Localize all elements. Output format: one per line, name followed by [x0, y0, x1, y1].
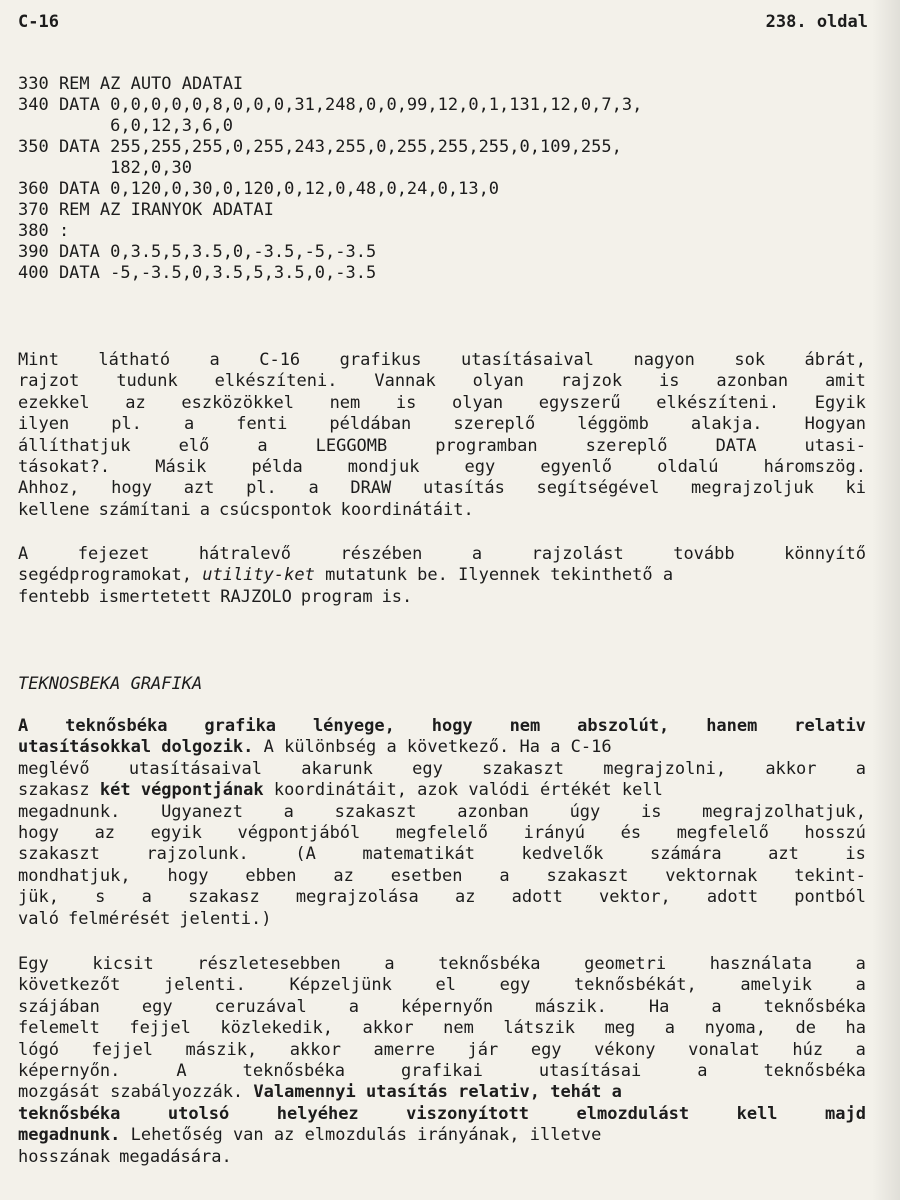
- text-line: [18, 1018, 866, 1039]
- word: az: [125, 392, 146, 413]
- word: állíthatjuk: [18, 435, 131, 456]
- word: akkor: [362, 1018, 414, 1039]
- text-line: [18, 909, 866, 930]
- bold-phrase: két végpontjának: [99, 780, 264, 801]
- text-line: [18, 1082, 866, 1103]
- word: abszolút,: [577, 716, 670, 736]
- word: program: [300, 586, 373, 607]
- word: ábrát,: [804, 350, 866, 370]
- word: nagyon: [633, 350, 695, 370]
- text-segment: segédprogramokat,: [18, 565, 203, 586]
- word: elmozdulást: [576, 1103, 690, 1124]
- word: Képzeljünk: [289, 975, 392, 996]
- word: hogy: [431, 716, 473, 736]
- word: egy: [412, 758, 443, 779]
- text-line: [18, 866, 866, 887]
- word: eszközökkel: [181, 392, 294, 413]
- word: felemelt: [18, 1018, 100, 1039]
- word: RAJZOLO: [220, 586, 292, 607]
- text-line: [18, 954, 866, 975]
- word: Ha: [648, 996, 670, 1017]
- word: ismertetett: [98, 586, 212, 607]
- word: el: [435, 975, 456, 996]
- word: egyenlő: [540, 456, 612, 477]
- text-line: [18, 393, 866, 414]
- text-line: [18, 544, 866, 565]
- word: kicsit: [92, 954, 154, 974]
- word: szereplő: [585, 435, 668, 456]
- word: grafika: [204, 716, 277, 736]
- text-line: [18, 371, 866, 392]
- word: ilyen: [18, 414, 70, 435]
- section-heading: TEKNOSBEKA GRAFIKA: [18, 674, 203, 694]
- word: tudunk: [116, 371, 178, 392]
- word: utasítás: [422, 478, 505, 499]
- italic-term: utility-ket: [202, 565, 315, 586]
- word: a: [855, 975, 866, 996]
- word: ki: [845, 478, 866, 499]
- word: kellene: [18, 499, 90, 520]
- text-line: [18, 1040, 866, 1061]
- word: csúcspontok: [219, 499, 332, 520]
- word: közlekedik,: [220, 1018, 333, 1039]
- word: a: [855, 758, 866, 779]
- text-line: [18, 436, 866, 457]
- text-line: [18, 565, 866, 586]
- word: a: [183, 414, 195, 435]
- word: esetben: [390, 865, 463, 886]
- page-header: [18, 12, 868, 36]
- text-segment: mutatunk be. Ilyennek tekinthető a: [314, 565, 674, 586]
- word: részletesebben: [197, 954, 341, 974]
- word: képernyőn.: [18, 1060, 121, 1081]
- word: hogy: [111, 478, 153, 499]
- word: megadnunk.: [18, 801, 121, 822]
- word: jár: [467, 1039, 499, 1060]
- word: tovább: [673, 544, 735, 564]
- word: szereplő: [453, 414, 536, 435]
- word: Egyik: [814, 392, 866, 413]
- word: elkészíteni.: [214, 371, 338, 392]
- text-line: [18, 759, 866, 780]
- word: úgy: [569, 801, 601, 822]
- word: hosszú: [804, 822, 866, 843]
- word: részében: [340, 544, 423, 564]
- text-segment: A különbség a következő. Ha a C-16: [253, 737, 612, 758]
- word: szakaszt: [546, 865, 629, 886]
- word: pl.: [246, 478, 277, 499]
- text-line: [18, 414, 866, 435]
- word: fejjel: [129, 1018, 191, 1039]
- word: megrajzolni,: [603, 758, 727, 779]
- word: rajzolunk.: [146, 844, 249, 865]
- word: elkészíteni.: [656, 392, 780, 413]
- word: a: [664, 1018, 676, 1039]
- code-line: 370 REM AZ IRANYOK ADATAI: [18, 200, 274, 220]
- word: hogy: [18, 822, 59, 843]
- book-page: [18, 0, 870, 1200]
- text-line: [18, 887, 866, 908]
- text-segment: szakasz: [18, 780, 100, 801]
- word: a: [711, 996, 722, 1017]
- word: a: [257, 435, 268, 456]
- word: példában: [329, 414, 412, 435]
- word: hanem: [706, 716, 758, 736]
- word: segítségével: [536, 478, 660, 499]
- text-line: [18, 500, 866, 521]
- word: utolsó: [167, 1103, 230, 1124]
- paragraph-utilities: [18, 544, 866, 608]
- word: látszik: [503, 1018, 576, 1039]
- word: utasításaival: [128, 758, 262, 779]
- word: adott: [706, 887, 759, 908]
- word: matematikát: [362, 844, 475, 865]
- word: végpontjából: [237, 822, 361, 843]
- text-line: [18, 997, 866, 1018]
- word: példa: [251, 456, 303, 477]
- word: s: [95, 887, 106, 908]
- word: szakaszt: [334, 801, 417, 822]
- word: az: [94, 822, 116, 843]
- word: is.: [381, 586, 413, 607]
- word: Ugyanezt: [161, 801, 243, 822]
- word: megrajzolása: [295, 887, 419, 908]
- word: szakaszt: [482, 758, 564, 779]
- word: relativ: [794, 716, 866, 736]
- word: lényege,: [312, 716, 395, 736]
- word: megadására.: [119, 1146, 232, 1167]
- word: teknősbéka: [242, 1060, 345, 1081]
- word: Vannak: [374, 371, 436, 392]
- word: nem: [443, 1018, 474, 1039]
- paragraph-intro: [18, 350, 866, 521]
- word: fenti: [236, 414, 288, 435]
- code-line: 330 REM AZ AUTO ADATAI: [18, 74, 244, 94]
- word: Hogyan: [804, 414, 866, 435]
- word: a: [471, 544, 483, 564]
- word: vektornak: [665, 865, 758, 886]
- word: is: [640, 801, 662, 822]
- text-line: [18, 975, 866, 996]
- word: kedvelők: [521, 844, 604, 865]
- word: szakasz: [188, 887, 260, 908]
- word: látható: [98, 350, 171, 370]
- word: is: [845, 844, 866, 865]
- text-line: [18, 457, 866, 478]
- word: pl.: [111, 414, 142, 435]
- word: majd: [825, 1103, 866, 1124]
- word: koordinátáit.: [340, 499, 474, 520]
- word: utasításaival: [460, 350, 595, 370]
- word: utasi-: [804, 435, 866, 456]
- word: a: [348, 996, 360, 1017]
- code-line: 350 DATA 255,255,255,0,255,243,255,0,255,255,255,0,109,255,: [18, 137, 622, 157]
- word: fejjel: [91, 1039, 153, 1060]
- text-line: [18, 1147, 866, 1168]
- word: grafikus: [339, 350, 422, 370]
- text-line: [18, 844, 866, 865]
- word: mászik.: [535, 996, 607, 1017]
- word: amelyik: [740, 975, 813, 996]
- code-line: 360 DATA 0,120,0,30,0,120,0,12,0,48,0,24,0,13,0: [18, 179, 500, 199]
- word: egyik: [150, 822, 202, 843]
- word: megrajzolhatjuk,: [702, 801, 866, 822]
- text-segment: Lehetőség van az elmozdulás irányának, illetve: [120, 1125, 602, 1146]
- word: az: [454, 887, 476, 908]
- word: léggömb: [577, 414, 649, 435]
- word: mondhatjuk,: [18, 865, 131, 886]
- word: alakja.: [690, 414, 763, 435]
- word: teknősbéka: [65, 716, 168, 736]
- word: (A: [295, 844, 316, 865]
- word: lógó: [18, 1039, 59, 1060]
- word: C-16: [259, 350, 301, 370]
- text-line: [18, 802, 866, 823]
- word: rajzolást: [531, 544, 624, 564]
- text-segment: koordinátáit, azok valódi értékét kell: [263, 780, 663, 801]
- word: következőt: [18, 975, 121, 996]
- text-line: [18, 716, 866, 737]
- word: megfelelő: [395, 822, 489, 843]
- word: az: [333, 865, 354, 886]
- word: húz: [792, 1039, 824, 1060]
- header-page-number: 238. oldal: [765, 12, 868, 32]
- word: a: [855, 954, 866, 974]
- bold-phrase: Valamennyi utasítás relativ, tehát a: [253, 1082, 622, 1103]
- text-line: [18, 737, 866, 758]
- text-line: [18, 478, 866, 499]
- word: akkor: [765, 758, 817, 779]
- word: azonban: [457, 801, 529, 822]
- word: a: [199, 499, 211, 520]
- word: rajzot: [18, 371, 80, 392]
- page-edge-shadow: [872, 0, 900, 1200]
- word: adott: [511, 887, 563, 908]
- word: jelenti.): [179, 908, 272, 929]
- word: ezekkel: [18, 392, 90, 413]
- word: A: [176, 1060, 187, 1081]
- text-line: [18, 587, 866, 608]
- word: tekint-: [794, 865, 866, 886]
- word: egy: [141, 996, 173, 1017]
- word: fentebb: [18, 586, 90, 607]
- word: nem: [329, 392, 361, 413]
- word: DRAW: [350, 478, 392, 499]
- code-line: 6,0,12,3,6,0: [18, 116, 233, 136]
- word: oldalú: [657, 456, 719, 477]
- word: egy: [464, 456, 496, 477]
- paragraph-turtle-details: [18, 954, 866, 1168]
- word: olyan: [472, 371, 524, 392]
- word: is: [659, 371, 680, 392]
- word: Másik: [155, 456, 207, 477]
- word: fejezet: [77, 544, 150, 564]
- word: azonban: [716, 371, 789, 392]
- word: teknősbékát,: [573, 975, 697, 996]
- word: programban: [435, 435, 538, 456]
- word: irányú: [523, 822, 586, 843]
- word: vonalat: [688, 1039, 760, 1060]
- word: akarunk: [301, 758, 373, 779]
- word: grafikai: [401, 1060, 483, 1081]
- word: a: [308, 478, 319, 499]
- code-line: 390 DATA 0,3.5,5,3.5,0,-3.5,-5,-3.5: [18, 242, 377, 262]
- word: jelenti.: [163, 975, 246, 996]
- word: nyoma,: [704, 1018, 766, 1039]
- word: szájában: [18, 996, 100, 1017]
- word: teknősbéka: [763, 1060, 866, 1081]
- word: teknősbéka: [18, 1103, 121, 1124]
- word: rajzok: [560, 371, 623, 392]
- word: a: [855, 1039, 866, 1060]
- word: a: [384, 954, 395, 974]
- word: a: [283, 801, 294, 822]
- code-line: 380 :: [18, 221, 70, 241]
- word: ha: [845, 1018, 866, 1039]
- word: DATA: [715, 435, 757, 456]
- word: viszonyított: [406, 1103, 529, 1124]
- word: akkor: [289, 1039, 341, 1060]
- word: és: [620, 822, 642, 843]
- word: használata: [709, 954, 813, 974]
- bold-phrase: utasításokkal dolgozik.: [18, 737, 254, 758]
- word: nem: [509, 716, 541, 736]
- word: számítani: [98, 499, 191, 520]
- text-line: [18, 780, 866, 801]
- text-line: [18, 1104, 866, 1125]
- word: meg: [604, 1018, 636, 1039]
- word: A: [18, 544, 29, 564]
- bold-phrase: megadnunk.: [18, 1125, 121, 1146]
- word: Ahhoz,: [18, 478, 80, 499]
- word: hogy: [167, 865, 209, 886]
- word: a: [209, 350, 220, 370]
- word: elő: [178, 435, 210, 456]
- word: Egy: [18, 954, 49, 974]
- word: képernyőn: [401, 996, 494, 1017]
- word: egy: [499, 975, 531, 996]
- word: olyan: [451, 392, 504, 413]
- word: meglévő: [18, 758, 90, 779]
- word: mászik,: [185, 1039, 258, 1060]
- code-line: 340 DATA 0,0,0,0,0,8,0,0,0,31,248,0,0,99,12,0,1,131,12,0,7,3,: [18, 95, 643, 115]
- word: felmérését: [67, 908, 171, 929]
- word: teknősbéka: [438, 954, 541, 974]
- word: egyszerű: [538, 392, 621, 413]
- word: háromszög.: [763, 456, 866, 477]
- word: is: [395, 392, 417, 413]
- word: azt: [768, 844, 799, 865]
- word: hosszának: [18, 1146, 111, 1167]
- word: való: [18, 908, 59, 929]
- paragraph-turtle-essence: [18, 716, 866, 930]
- text-line: [18, 823, 866, 844]
- word: könnyítő: [784, 544, 866, 564]
- word: ceruzával: [214, 996, 307, 1017]
- header-chapter: C-16: [18, 12, 59, 32]
- word: helyéhez: [276, 1103, 359, 1124]
- word: LEGGOMB: [315, 435, 388, 456]
- word: a: [499, 865, 510, 886]
- word: amit: [824, 371, 866, 392]
- word: mondjuk: [347, 456, 420, 477]
- text-segment: mozgását szabályozzák.: [18, 1082, 254, 1103]
- text-line: [18, 350, 866, 371]
- word: számára: [649, 844, 722, 865]
- code-line: 400 DATA -5,-3.5,0,3.5,5,3.5,0,-3.5: [18, 263, 377, 283]
- word: utasításai: [538, 1060, 642, 1081]
- word: jük,: [18, 887, 59, 908]
- basic-code-listing: [18, 74, 868, 284]
- text-line: [18, 1061, 866, 1082]
- word: hátralevő: [198, 544, 291, 564]
- word: vektor,: [599, 887, 671, 908]
- word: megrajzoljuk: [690, 478, 814, 499]
- word: vékony: [594, 1039, 656, 1060]
- word: azt: [183, 478, 215, 499]
- word: megfelelő: [676, 822, 769, 843]
- word: a: [141, 887, 152, 908]
- word: de: [795, 1018, 816, 1039]
- word: sok: [734, 350, 766, 370]
- code-line: 182,0,30: [18, 158, 192, 178]
- word: teknősbéka: [763, 996, 866, 1017]
- word: geometri: [584, 954, 667, 974]
- word: pontból: [794, 887, 866, 908]
- word: kell: [736, 1103, 778, 1124]
- word: Mint: [18, 350, 59, 370]
- word: amerre: [373, 1039, 435, 1060]
- word: szakaszt: [18, 844, 100, 865]
- word: ebben: [245, 865, 297, 886]
- word: egy: [530, 1039, 562, 1060]
- word: A: [18, 716, 29, 736]
- text-line: [18, 1125, 866, 1146]
- word: a: [697, 1060, 708, 1081]
- word: tásokat?.: [18, 456, 111, 477]
